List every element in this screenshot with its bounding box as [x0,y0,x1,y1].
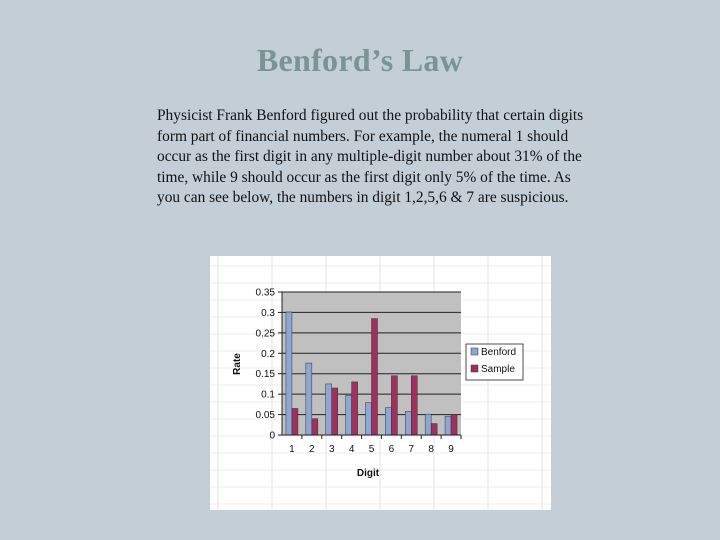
bar-sample-8 [431,424,437,435]
x-tick-label: 8 [428,444,434,455]
y-tick-label: 0 [269,430,275,442]
bar-benford-7 [405,411,411,435]
bar-benford-2 [306,363,312,435]
bar-sample-1 [292,408,298,435]
slide-title: Benford’s Law [256,42,464,78]
x-tick-label: 9 [448,444,454,455]
legend-label-sample: Sample [481,364,515,375]
y-tick-label: 0.05 [255,410,275,422]
benford-chart [210,256,551,510]
bar-sample-6 [391,376,397,435]
x-tick-label: 1 [289,444,295,455]
bar-chart [210,256,551,510]
y-tick-label: 0.3 [261,307,275,319]
legend-swatch-sample [471,365,478,372]
slide-body-text: Physicist Frank Benford figured out the probability that certain digits form part of financial numbers. For example, the numeral 1 should occur as the first digit in any multiple-digit number about 31% of the time, while 9 should occur as the first digit only 5% of the time. As you can see below, the numbers in digit 1,2,5,6 & 7 are suspicious. [157,107,584,206]
y-tick-label: 0.35 [255,287,275,299]
bar-sample-9 [451,415,457,435]
bar-sample-7 [411,376,417,435]
x-tick-label: 2 [309,444,315,455]
bar-benford-8 [425,414,431,435]
bar-benford-5 [366,403,372,435]
bar-benford-1 [286,312,292,435]
x-tick-label: 6 [388,444,395,455]
bar-benford-6 [385,408,391,435]
y-tick-label: 0.15 [255,369,275,381]
legend [466,344,523,380]
x-tick-label: 4 [348,444,355,455]
bar-sample-2 [312,419,318,435]
bar-benford-4 [346,395,352,435]
y-axis-label: Rate [232,353,243,375]
bar-sample-3 [332,388,338,435]
x-axis-label: Digit [356,468,380,479]
x-tick-label: 3 [328,444,335,455]
bar-sample-4 [352,382,358,435]
x-tick-label: 7 [408,444,415,455]
bar-benford-9 [445,416,451,435]
x-tick-label: 5 [368,444,375,455]
bar-sample-5 [372,319,378,435]
y-tick-label: 0.2 [261,348,275,360]
legend-swatch-benford [471,348,478,355]
y-tick-label: 0.1 [261,389,275,401]
bar-benford-3 [326,384,332,435]
y-tick-label: 0.25 [255,328,275,340]
legend-label-benford: Benford [481,347,517,358]
